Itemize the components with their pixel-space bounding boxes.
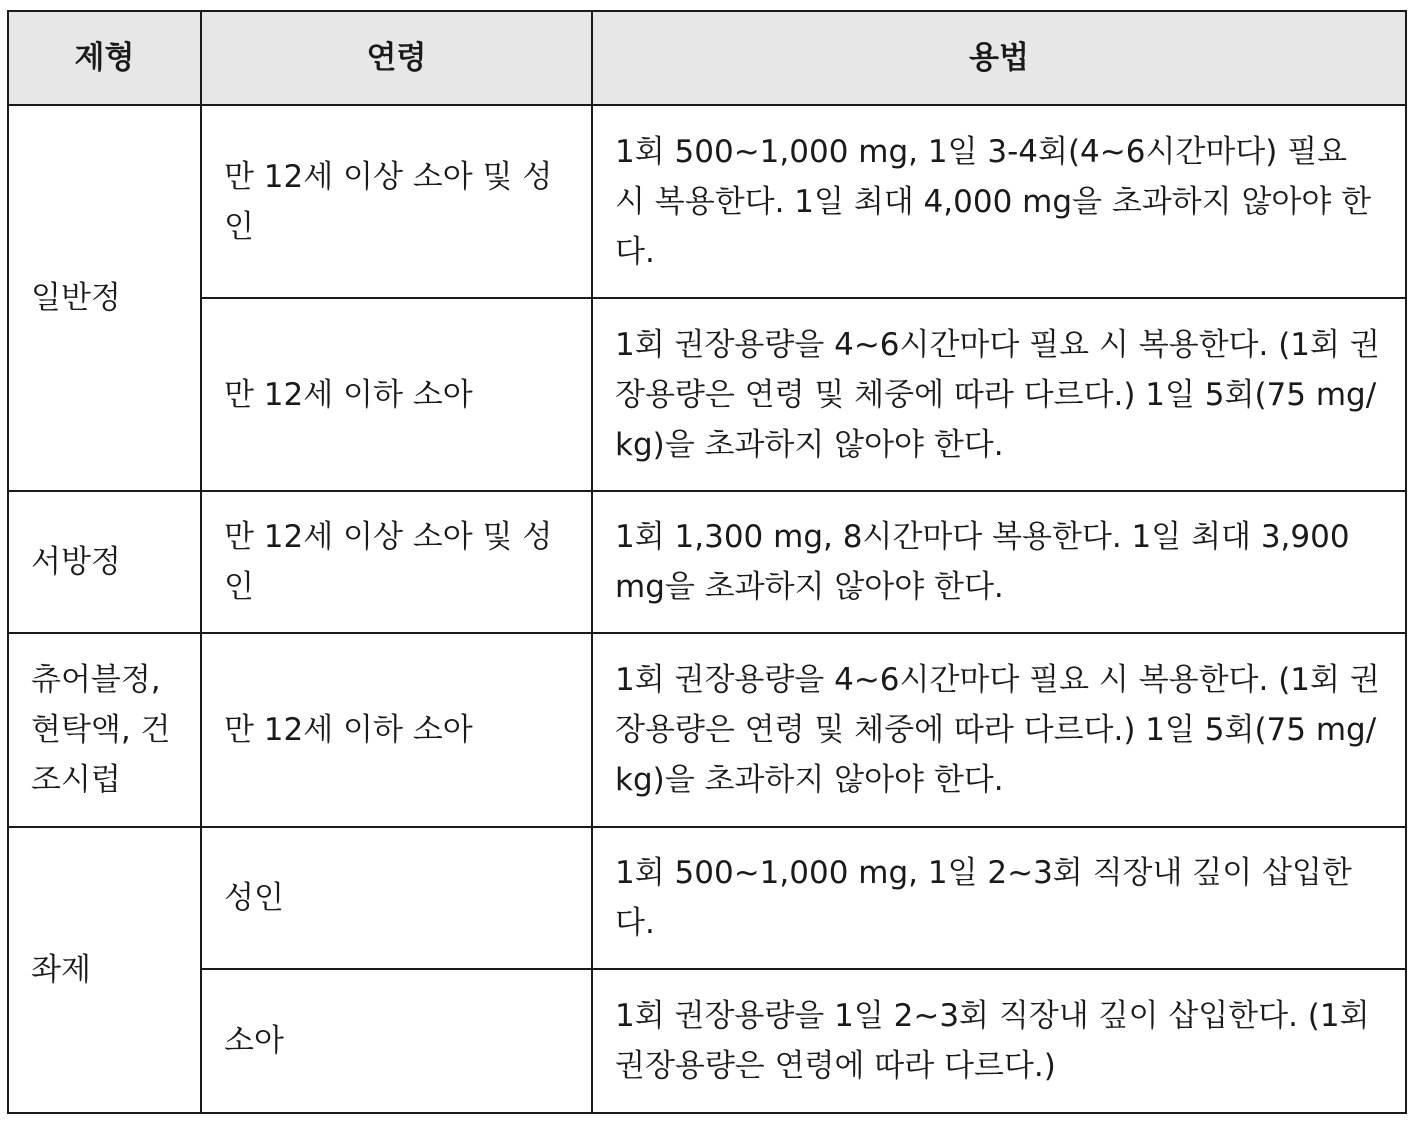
dosage-table — [7, 10, 1407, 1114]
age-cell: 만 12세 이하 소아 — [201, 298, 592, 491]
form-cell: 츄어블정, 현탁액, 건조시럽 — [8, 633, 201, 827]
table-row — [8, 491, 1406, 633]
table-body — [8, 105, 1406, 1113]
usage-cell: 1회 1,300 mg, 8시간마다 복용한다. 1일 최대 3,900 mg을 초과하지 않아야 한다. — [592, 491, 1406, 633]
table-row — [8, 105, 1406, 298]
usage-cell: 1회 권장용량을 4~6시간마다 필요 시 복용한다. (1회 권장용량은 연령 및 체중에 따라 다르다.) 1일 5회(75 mg/kg)을 초과하지 않아야 한다. — [592, 633, 1406, 827]
age-cell: 성인 — [201, 827, 592, 969]
header-usage: 용법 — [592, 11, 1406, 105]
table-row — [8, 298, 1406, 491]
age-cell: 소아 — [201, 969, 592, 1113]
usage-cell: 1회 500~1,000 mg, 1일 3-4회(4~6시간마다) 필요 시 복용한다. 1일 최대 4,000 mg을 초과하지 않아야 한다. — [592, 105, 1406, 298]
form-cell: 일반정 — [8, 105, 201, 491]
age-cell: 만 12세 이상 소아 및 성인 — [201, 105, 592, 298]
table-row — [8, 827, 1406, 969]
usage-cell: 1회 500~1,000 mg, 1일 2~3회 직장내 깊이 삽입한다. — [592, 827, 1406, 969]
table-row — [8, 969, 1406, 1113]
form-cell: 좌제 — [8, 827, 201, 1113]
usage-cell: 1회 권장용량을 4~6시간마다 필요 시 복용한다. (1회 권장용량은 연령 및 체중에 따라 다르다.) 1일 5회(75 mg/kg)을 초과하지 않아야 한다. — [592, 298, 1406, 491]
form-cell: 서방정 — [8, 491, 201, 633]
table-row — [8, 633, 1406, 827]
table-header — [8, 11, 1406, 105]
age-cell: 만 12세 이하 소아 — [201, 633, 592, 827]
header-row — [8, 11, 1406, 105]
header-age: 연령 — [201, 11, 592, 105]
header-form: 제형 — [8, 11, 201, 105]
age-cell: 만 12세 이상 소아 및 성인 — [201, 491, 592, 633]
usage-cell: 1회 권장용량을 1일 2~3회 직장내 깊이 삽입한다. (1회 권장용량은 연령에 따라 다르다.) — [592, 969, 1406, 1113]
